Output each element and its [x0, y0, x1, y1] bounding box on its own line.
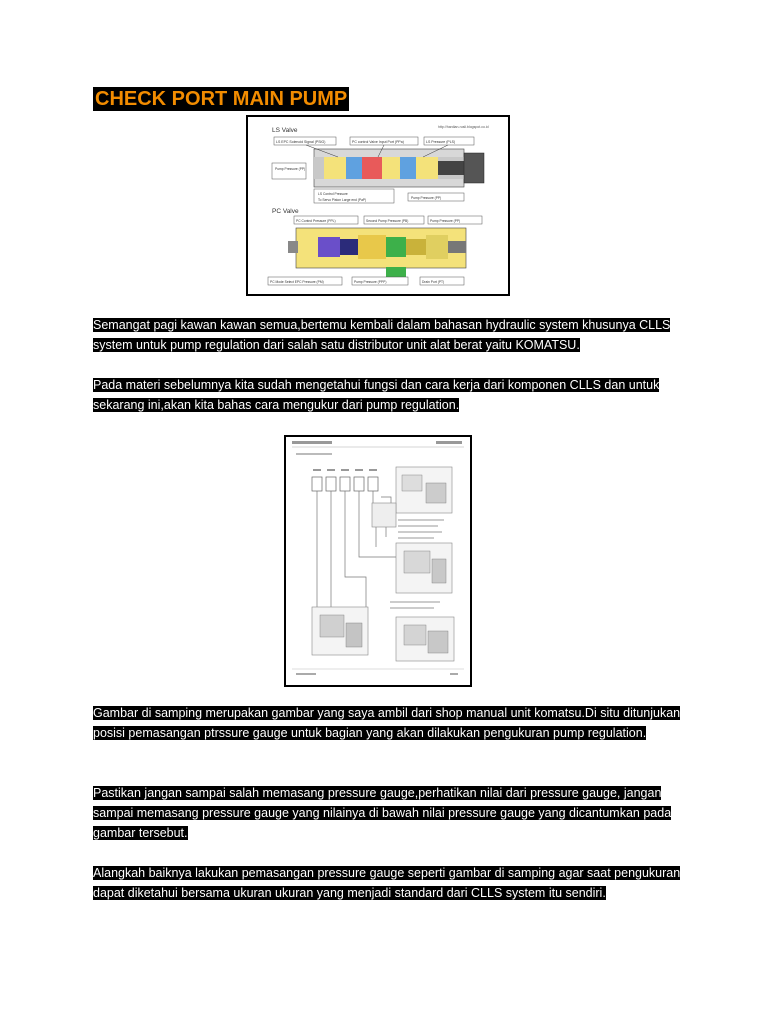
- svg-text:Pump Pressure (PP): Pump Pressure (PP): [411, 196, 442, 200]
- paragraph-gauge-warning: Pastikan jangan sampai salah memasang pressure gauge,perhatikan nilai dari pressure gauge, jangan sampai memasang pressure gauge yang nilainya di bawah nilai pressure gauge yang dicantumkan pada gambar tersebut.: [93, 786, 672, 840]
- svg-text:Pump Pressure (PP): Pump Pressure (PP): [430, 219, 461, 223]
- valve-diagram-image: [246, 115, 510, 296]
- svg-text:LS Pressure (PLS): LS Pressure (PLS): [426, 140, 456, 144]
- svg-text:PC control Valve Input Port (P: PC control Valve Input Port (PPa): [352, 140, 404, 144]
- shop-manual-image: [284, 435, 472, 687]
- paragraph-previous-material: Pada materi sebelumnya kita sudah mengetahui fungsi dan cara kerja dari komponen CLLS dan untuk sekarang ini,akan kita bahas cara mengukur dari pump regulation.: [93, 378, 660, 412]
- diagram-url: http://hardian-rusli.blogspot.co.id: [438, 125, 489, 129]
- paragraph-shop-manual: Gambar di samping merupakan gambar yang saya ambil dari shop manual unit komatsu.Di situ ditunjukan posisi pemasangan ptrssure gauge untuk bagian yang akan dilakukan pengukuran pump regulation.: [93, 706, 681, 740]
- ls-valve-heading: LS Valve: [272, 127, 298, 134]
- svg-text:Second Pump Pressure (PB): Second Pump Pressure (PB): [366, 219, 409, 223]
- page-title: CHECK PORT MAIN PUMP: [95, 88, 348, 110]
- svg-text:LS EPC Solenoid Signal (PSIG): LS EPC Solenoid Signal (PSIG): [276, 140, 326, 144]
- shop-manual-page: [286, 437, 470, 685]
- paragraph-recommendation: Alangkah baiknya lakukan pemasangan pressure gauge seperti gambar di samping agar saat pengukuran dapat diketahui bersama ukuran ukuran yang menjadi standard dari CLLS system itu sendiri.: [93, 866, 681, 900]
- svg-text:PC Mode Select EPC Pressure (P: PC Mode Select EPC Pressure (PM): [270, 280, 324, 284]
- svg-text:Pump Pressure (PP): Pump Pressure (PP): [275, 167, 306, 171]
- svg-text:Pump Pressure (PPP): Pump Pressure (PPP): [354, 280, 387, 284]
- pc-valve-heading: PC Valve: [272, 208, 299, 215]
- paragraph-intro: Semangat pagi kawan kawan semua,bertemu kembali dalam bahasan hydraulic system khusunya CLLS system untuk pump regulation dari salah satu distributor unit alat berat yaitu KOMATSU.: [93, 318, 671, 352]
- valve-diagram: [248, 117, 508, 294]
- svg-text:PC Control Pressure (PPL): PC Control Pressure (PPL): [296, 219, 336, 223]
- svg-text:LS Control Pressure: LS Control Pressure: [318, 192, 348, 196]
- svg-text:To Servo Piston Large end (PaP: To Servo Piston Large end (PaP): [318, 198, 367, 202]
- svg-text:Drain Port (PT): Drain Port (PT): [422, 280, 445, 284]
